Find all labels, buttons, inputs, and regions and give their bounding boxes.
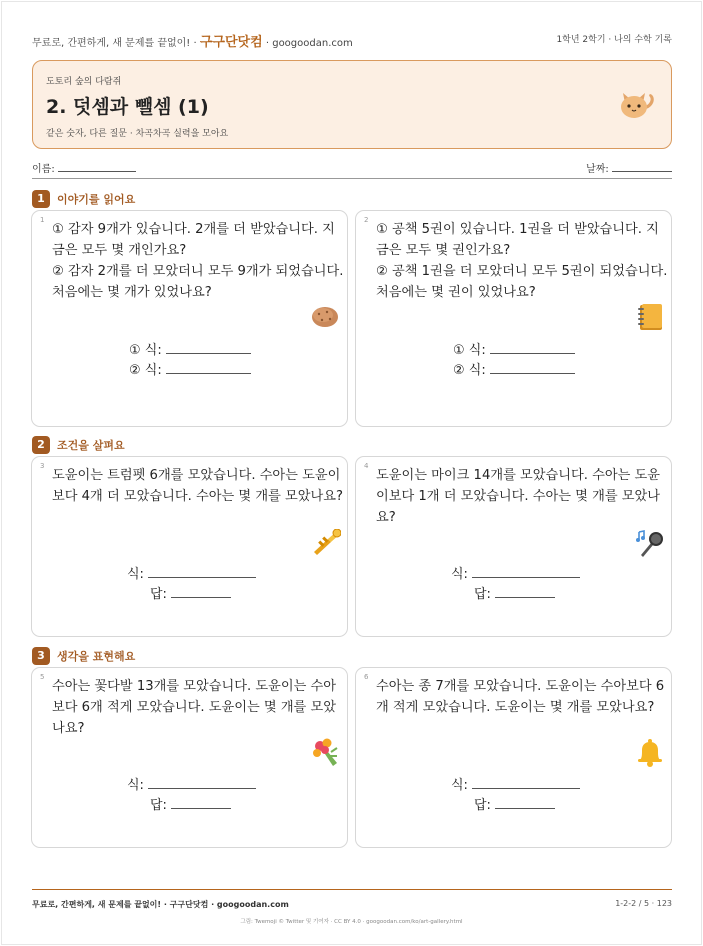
answer-label: 답:	[474, 798, 491, 813]
section-title: 이야기를 읽어요	[57, 192, 136, 206]
name-blank[interactable]	[58, 162, 136, 172]
answer-blank[interactable]	[490, 362, 575, 374]
footer-tagline: 무료로, 간편하게, 새 문제를 끝없이! · 구구단닷컴 · googoodan.com	[32, 900, 289, 909]
answer-label: ② 식:	[453, 363, 486, 378]
problem-text: 도윤이는 마이크 14개를 모았습니다. 수아는 도윤이보다 1개 더 모았습니다. 수아는 몇 개를 모았나요?	[376, 468, 660, 525]
problem-card-2	[355, 210, 672, 427]
answer-row-2[interactable]	[129, 359, 251, 378]
problem-card-5	[31, 667, 348, 848]
problem-number: 5	[40, 673, 45, 681]
answer-blank[interactable]	[171, 797, 231, 809]
problem-text: 수아는 종 7개를 모았습니다. 도윤이는 수아보다 6개 적게 모았습니다. 도윤이는 몇 개를 모았나요?	[376, 679, 665, 715]
answer-row-1[interactable]	[453, 339, 575, 358]
answer-row-2[interactable]	[150, 794, 231, 813]
problem-number: 1	[40, 216, 45, 224]
answer-row-1[interactable]	[451, 563, 580, 582]
answer-blank[interactable]	[148, 566, 256, 578]
cat-face-icon	[619, 87, 657, 121]
answer-row-1[interactable]	[127, 563, 256, 582]
answer-blank[interactable]	[472, 777, 580, 789]
answer-label: 답:	[150, 587, 167, 602]
page-title: 2. 덧셈과 뺄셈 (1)	[46, 96, 209, 118]
answer-label: 식:	[127, 778, 144, 793]
answer-row-2[interactable]	[474, 583, 555, 602]
answer-blank[interactable]	[495, 797, 555, 809]
date-blank[interactable]	[612, 162, 672, 172]
answer-blank[interactable]	[166, 342, 251, 354]
problem-text: ① 공책 5권이 있습니다. 1권을 더 받았습니다. 지금은 모두 몇 권인가요? ② 공책 1권을 더 모았더니 모두 5권이 되었습니다. 처음에는 몇 권이 있었나요?	[376, 222, 668, 300]
microphone-icon	[635, 529, 665, 557]
bell-icon	[636, 738, 664, 768]
trumpet-icon	[311, 529, 341, 557]
section-title: 조건을 살펴요	[57, 438, 125, 452]
answer-label: 답:	[474, 587, 491, 602]
problem-card-6	[355, 667, 672, 848]
header-tagline: 무료로, 간편하게, 새 문제를 끝없이!	[32, 38, 191, 49]
site-name: googoodan.com	[272, 38, 353, 49]
title-box	[32, 60, 672, 149]
date-field[interactable]	[586, 160, 672, 175]
bouquet-icon	[311, 738, 341, 768]
header-right: 1학년 2학기 · 나의 수학 기록	[556, 35, 672, 45]
problem-text: 수아는 꽃다발 13개를 모았습니다. 도윤이는 수아보다 6개 적게 모았습니다. 도윤이는 몇 개를 모았나요?	[52, 679, 336, 736]
answer-label: 답:	[150, 798, 167, 813]
answer-blank[interactable]	[166, 362, 251, 374]
problem-card-1	[31, 210, 348, 427]
name-field[interactable]	[32, 160, 136, 175]
answer-label: 식:	[451, 778, 468, 793]
problem-number: 2	[364, 216, 369, 224]
footer-divider	[32, 889, 672, 890]
problem-number: 3	[40, 462, 45, 470]
problem-text: 도윤이는 트럼펫 6개를 모았습니다. 수아는 도윤이보다 4개 더 모았습니다. 수아는 몇 개를 모았나요?	[52, 468, 343, 504]
problem-card-4	[355, 456, 672, 637]
answer-blank[interactable]	[495, 586, 555, 598]
answer-row-2[interactable]	[453, 359, 575, 378]
title-kicker: 도토리 숲의 다람쥐	[46, 77, 122, 87]
footer-page-code: 1-2-2 / 5 · 123	[615, 899, 672, 908]
section-1-header	[32, 188, 135, 206]
header-divider	[32, 178, 672, 179]
answer-label: 식:	[127, 567, 144, 582]
answer-row-1[interactable]	[129, 339, 251, 358]
answer-label: ② 식:	[129, 363, 162, 378]
answer-row-1[interactable]	[451, 774, 580, 793]
answer-label: 식:	[451, 567, 468, 582]
title-subtitle: 같은 숫자, 다른 질문 · 차곡차곡 실력을 모아요	[46, 129, 229, 139]
top-header	[32, 31, 672, 50]
section-2-header	[32, 434, 125, 452]
answer-blank[interactable]	[148, 777, 256, 789]
answer-row-2[interactable]	[474, 794, 555, 813]
answer-blank[interactable]	[472, 566, 580, 578]
section-3-header	[32, 645, 135, 663]
date-label: 날짜:	[586, 164, 609, 175]
section-number: 3	[32, 647, 50, 665]
problem-card-3	[31, 456, 348, 637]
answer-blank[interactable]	[171, 586, 231, 598]
potato-icon	[310, 303, 340, 329]
answer-label: ① 식:	[129, 343, 162, 358]
problem-text: ① 감자 9개가 있습니다. 2개를 더 받았습니다. 지금은 모두 몇 개인가요? ② 감자 2개를 더 모았더니 모두 9개가 되었습니다. 처음에는 몇 개가 있었나요?	[52, 222, 344, 300]
image-credit: 그림: Twemoji © Twitter 및 기여자 · CC BY 4.0 · googoodan.com/ko/art-gallery.html	[240, 919, 463, 925]
notebook-icon	[635, 302, 665, 332]
header-tagline-line: 무료로, 간편하게, 새 문제를 끝없이! · 구구단닷컴 · googoodan.com	[32, 35, 353, 50]
section-title: 생각을 표현해요	[57, 649, 136, 663]
problem-number: 4	[364, 462, 369, 470]
answer-row-2[interactable]	[150, 583, 231, 602]
section-number: 1	[32, 190, 50, 208]
answer-row-1[interactable]	[127, 774, 256, 793]
name-label: 이름:	[32, 164, 55, 175]
problem-number: 6	[364, 673, 369, 681]
section-number: 2	[32, 436, 50, 454]
brand-name: 구구단닷컴	[199, 35, 263, 50]
answer-label: ① 식:	[453, 343, 486, 358]
answer-blank[interactable]	[490, 342, 575, 354]
